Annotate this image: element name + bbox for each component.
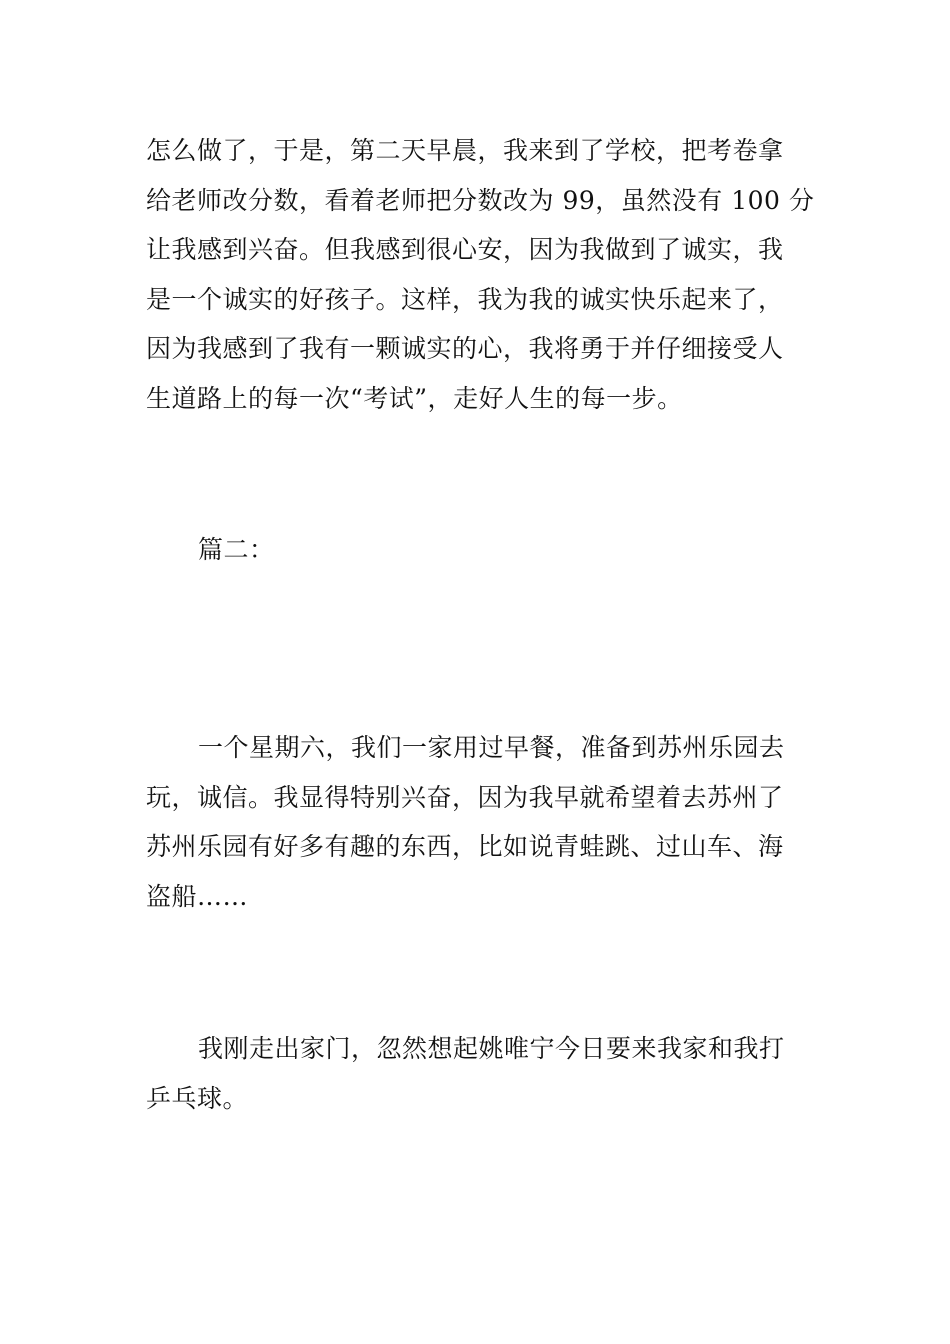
text-line: 因为我感到了我有一颗诚实的心，我将勇于并仔细接受人 [146,334,784,363]
text-line: 玩，诚信。我显得特别兴奋，因为我早就希望着去苏州了 [146,782,784,812]
section-heading [146,525,816,575]
text-line: 盗船…… [146,881,249,911]
text-line: 怎么做了，于是，第二天早晨，我来到了学校，把考卷拿 [146,136,784,165]
text-line: 是一个诚实的好孩子。这样，我为我的诚实快乐起来了， [146,284,784,314]
paragraph-saturday [146,723,816,921]
text-line: 一个星期六，我们一家用过早餐，准备到苏州乐园去 [198,733,785,762]
text-line: 给老师改分数，看着老师把分数改为 99，虽然没有 100 分 [146,185,815,215]
section-heading-text: 篇二： [198,535,275,564]
text-line: 乒乓球。 [146,1083,249,1113]
paragraph-leaving-home [146,1024,816,1123]
text-line: 苏州乐园有好多有趣的东西，比如说青蛙跳、过山车、海 [146,832,784,861]
text-line: 让我感到兴奋。但我感到很心安，因为我做到了诚实，我 [146,235,784,264]
text-line: 生道路上的每一次“考试”，走好人生的每一步。 [146,383,683,413]
text-line: 我刚走出家门，忽然想起姚唯宁今日要来我家和我打 [198,1034,785,1063]
paragraph-continued [146,126,816,423]
